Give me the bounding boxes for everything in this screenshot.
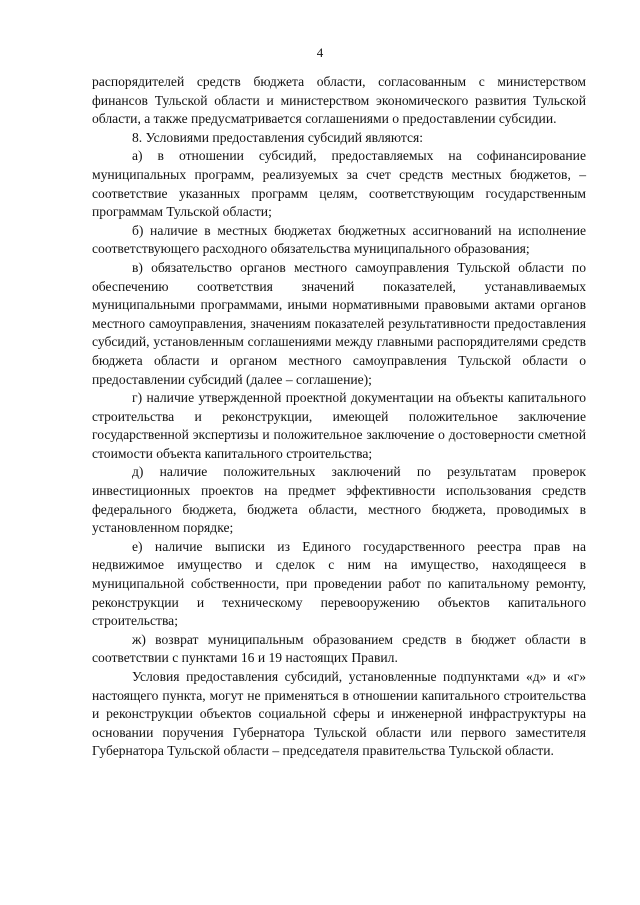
page-number: 4: [316, 45, 324, 60]
paragraph-subclause-g: г) наличие утвержденной проектной документации на объекты капитального строительства и реконструкции, имеющей положительное заключение государственной экспертизы и положительное заключение о достоверности сметной стоимости объекта капитального строительства;: [92, 390, 586, 461]
document-body: [92, 73, 586, 761]
paragraph-subclause-e: е) наличие выписки из Единого государственного реестра прав на недвижимое имущество и сделок с ним на имущество, находящееся в муниципальной собственности, при проведении работ по капитальному ремонту, реконструкции и техническому перевооружению объектов капитального строительства;: [92, 538, 586, 629]
paragraph-subclause-b: б) наличие в местных бюджетах бюджетных ассигнований на исполнение соответствующего расходного обязательства муниципального образования;: [92, 222, 586, 257]
paragraph-subclause-v: в) обязательство органов местного самоуправления Тульской области по обеспечению соответствия значений показателей, устанавливаемых муниципальными программами, иными нормативными правовыми актами органов местного самоуправления, значениям показателей результативности предоставления субсидий, установленным соглашениями между главными распорядителями средств бюджета области и органом местного самоуправления Тульской области о предоставлении субсидий (далее – соглашение);: [92, 259, 586, 387]
paragraph-conditions-note: Условия предоставления субсидий, установленные подпунктами «д» и «г» настоящего пункта, могут не применяться в отношении капитального строительства и реконструкции объектов социальной сферы и инженерной инфраструктуры на основании поручения Губернатора Тульской области или первого заместителя Губернатора Тульской области – председателя правительства Тульской области.: [92, 669, 586, 759]
paragraph-subclause-d: д) наличие положительных заключений по результатам проверок инвестиционных проектов на предмет эффективности использования средств федерального бюджета, бюджета области, местного бюджета, проводимых в установленном порядке;: [92, 464, 586, 536]
paragraph-continuation: распорядителей средств бюджета области, согласованным с министерством финансов Тульской области и министерством экономического развития Тульской области, а также предусматривается соглашениями о предоставлении субсидии.: [92, 74, 586, 127]
paragraph-subclause-zh: ж) возврат муниципальным образованием средств в бюджет области в соответствии с пунктами 16 и 19 настоящих Правил.: [92, 631, 586, 666]
paragraph-subclause-a: а) в отношении субсидий, предоставляемых на софинансирование муниципальных программ, реализуемых за счет средств местных бюджетов, – соответствие указанных программ целям, соответствующим государственным программам Тульской области;: [92, 148, 586, 220]
paragraph-clause-8: 8. Условиями предоставления субсидий являются:: [132, 129, 424, 145]
